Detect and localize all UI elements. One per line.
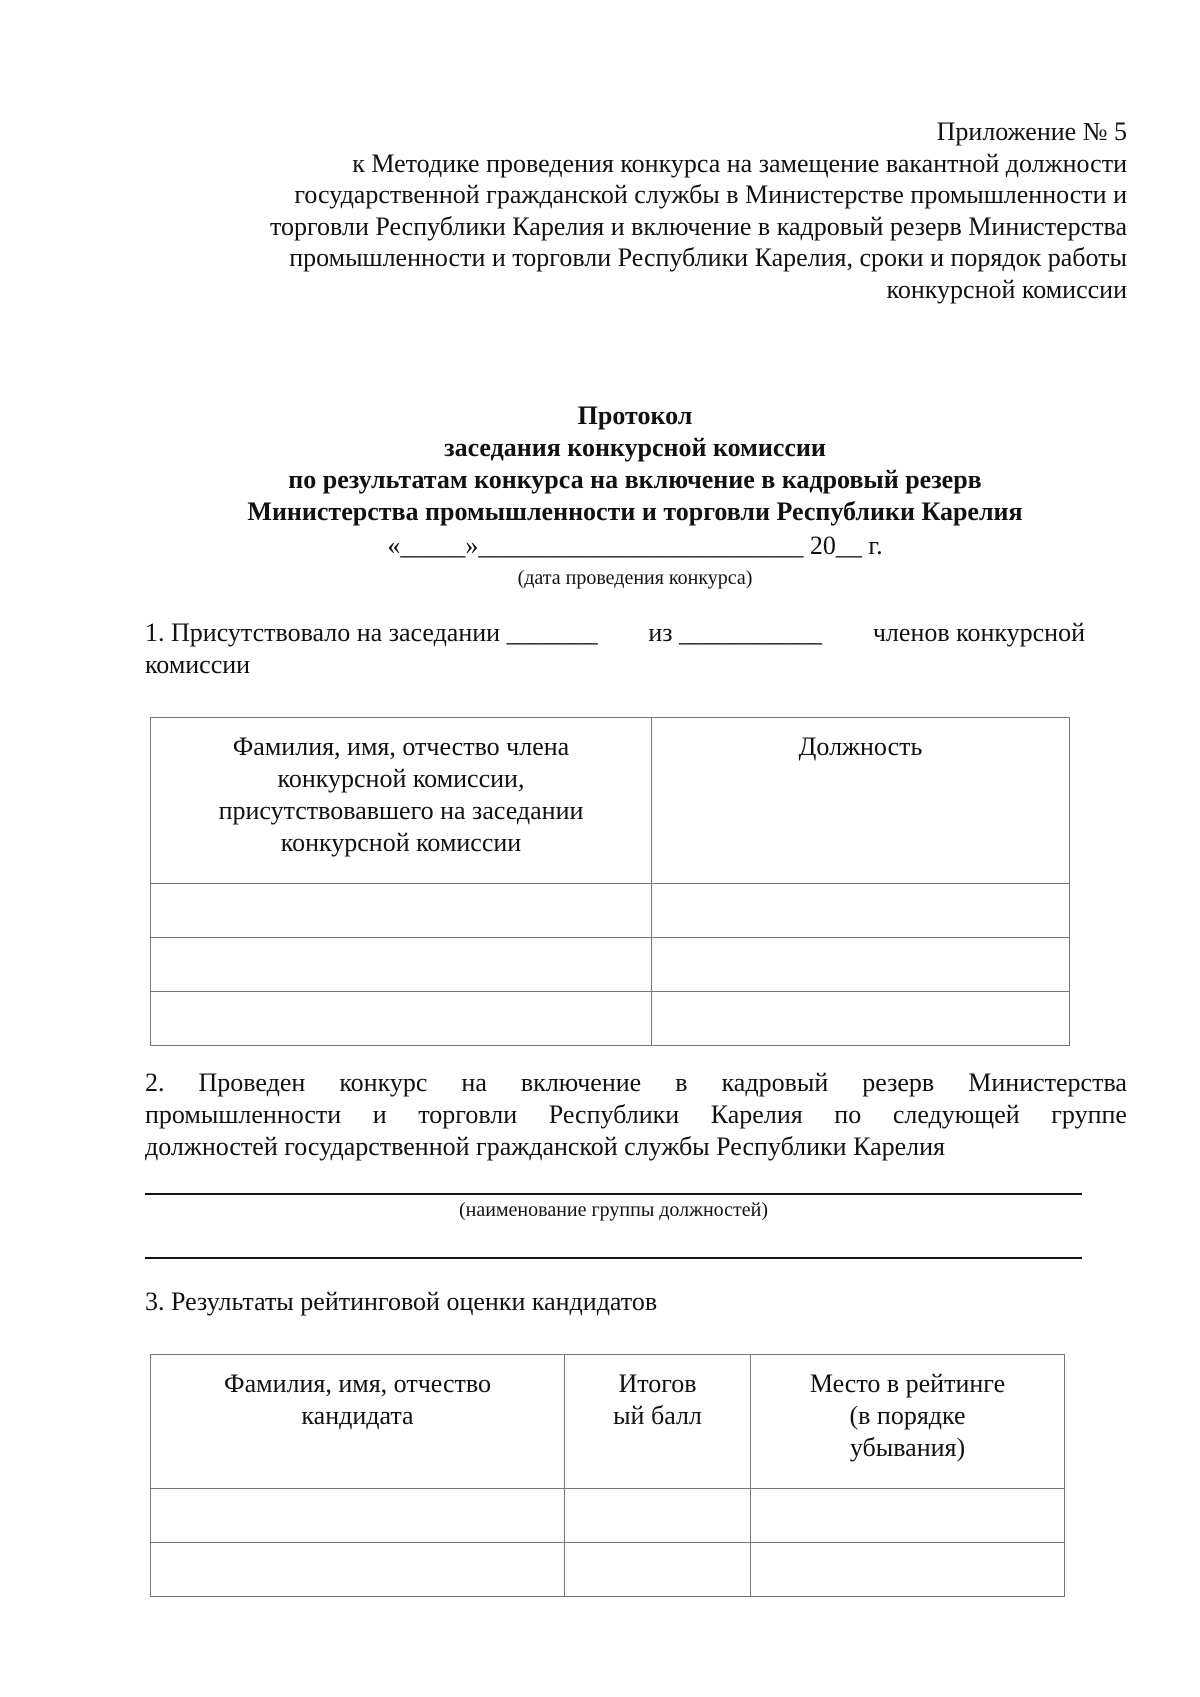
- attendance-text-b: из ___________: [648, 618, 823, 647]
- annex-line: торговли Республики Карелия и включение в кадровый резерв Министерства: [270, 211, 1127, 241]
- table-cell[interactable]: [151, 992, 652, 1046]
- section-2-line-3: должностей государственной гражданской службы Республики Карелия: [145, 1132, 946, 1161]
- section-2-contest-info: [145, 1067, 1127, 1163]
- annex-line: государственной гражданской службы в Министерстве промышленности и: [294, 180, 1127, 209]
- protocol-title: [0, 400, 1200, 528]
- title-line: заседания конкурсной комиссии: [444, 433, 826, 462]
- attendance-text-c: членов конкурсной: [872, 618, 1085, 647]
- header-candidate-name: Фамилия, имя, отчество кандидата: [151, 1355, 565, 1489]
- date-caption: (дата проведения конкурса): [517, 567, 753, 589]
- section-2-line-2: промышленности и торговли Республики Карелия по следующей группе: [145, 1100, 1127, 1129]
- position-group-line[interactable]: [145, 1193, 1082, 1195]
- header-total-score: Итогов ый балл: [565, 1355, 751, 1489]
- table-cell[interactable]: [151, 1489, 565, 1543]
- position-group-caption: (наименование группы должностей): [458, 1199, 769, 1221]
- members-table: [150, 717, 1070, 1046]
- annex-number: Приложение № 5: [936, 117, 1127, 146]
- table-cell[interactable]: [151, 938, 652, 992]
- table-cell[interactable]: [565, 1543, 751, 1597]
- title-line: Протокол: [577, 401, 693, 430]
- section-2-line-1: 2. Проведен конкурс на включение в кадровый резерв Министерства: [145, 1068, 1127, 1097]
- header-position: Должность: [652, 718, 1070, 884]
- header-rating-place: Место в рейтинге (в порядке убывания): [751, 1355, 1065, 1489]
- table-header-row: [151, 718, 1070, 884]
- title-line: Министерства промышленности и торговли Республики Карелия: [247, 497, 1023, 526]
- table-row: [151, 1543, 1065, 1597]
- rating-table: [150, 1354, 1065, 1597]
- table-cell[interactable]: [565, 1489, 751, 1543]
- annex-line: к Методике проведения конкурса на замещение вакантной должности: [352, 148, 1127, 178]
- attendance-text-line2: комиссии: [145, 650, 251, 679]
- table-cell[interactable]: [151, 1543, 565, 1597]
- annex-line: промышленности и торговли Республики Карелия, сроки и порядок работы: [289, 243, 1127, 272]
- table-cell[interactable]: [751, 1489, 1065, 1543]
- table-header-row: [151, 1355, 1065, 1489]
- table-cell[interactable]: [652, 992, 1070, 1046]
- date-field: «_____»_________________________ 20__ г.: [387, 531, 883, 560]
- table-row: [151, 884, 1070, 938]
- table-cell[interactable]: [652, 884, 1070, 938]
- annex-line: конкурсной комиссии: [886, 274, 1127, 304]
- table-cell[interactable]: [151, 884, 652, 938]
- header-member-name: Фамилия, имя, отчество члена конкурсной комиссии, присутствовавшего на заседании конкурсной комиссии: [151, 718, 652, 884]
- annex-header: [130, 116, 1127, 305]
- table-row: [151, 938, 1070, 992]
- section-1-attendance: [145, 617, 1085, 681]
- table-cell[interactable]: [751, 1543, 1065, 1597]
- table-cell[interactable]: [652, 938, 1070, 992]
- title-line: по результатам конкурса на включение в кадровый резерв: [288, 465, 982, 494]
- position-group-line-2[interactable]: [145, 1257, 1082, 1259]
- section-3-heading: 3. Результаты рейтинговой оценки кандидатов: [145, 1287, 658, 1316]
- table-row: [151, 1489, 1065, 1543]
- attendance-text-a: 1. Присутствовало на заседании _______: [145, 618, 598, 647]
- table-row: [151, 992, 1070, 1046]
